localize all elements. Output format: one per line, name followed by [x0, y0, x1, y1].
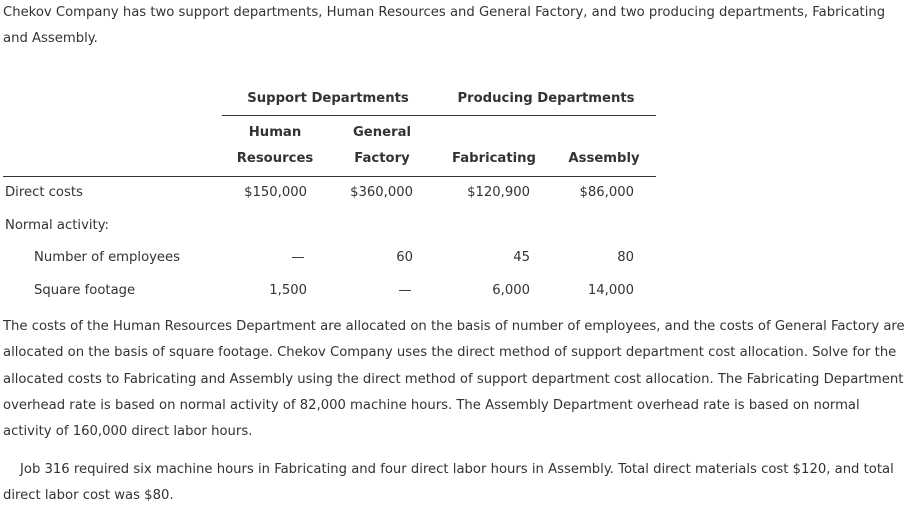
row-label-employees: Number of employees — [34, 250, 181, 265]
cell-hr-square-footage: 1,500 — [269, 283, 307, 298]
intro-text: Chekov Company has two support departments, Human Resources and General Factory, and two producing departments, Fabricating and Assembly. — [3, 5, 886, 47]
cell-gf-square-footage: — — [398, 283, 412, 298]
col-hr-line2: Resources — [236, 151, 314, 166]
cell-fab-employees: 45 — [513, 250, 530, 265]
column-header-divider — [3, 176, 656, 177]
cell-asm-direct-costs: $86,000 — [579, 185, 634, 200]
cell-gf-employees: 60 — [396, 250, 413, 265]
col-assembly: Assembly — [568, 151, 640, 166]
row-label-square-footage: Square footage — [34, 283, 136, 298]
col-gf-line1: General — [352, 125, 412, 140]
col-gf-line2: Factory — [354, 151, 410, 166]
header-divider — [222, 115, 656, 116]
cell-gf-direct-costs: $360,000 — [350, 185, 413, 200]
row-label-normal-activity: Normal activity: — [5, 218, 109, 233]
cell-asm-square-footage: 14,000 — [587, 283, 634, 298]
allocation-instructions-text: The costs of the Human Resources Department are allocated on the basis of number of employees, and the costs of General Factory are allocated on the basis of square footage. Chekov Company uses the direct method of support department cost allocation. Solve for the allocated costs to Fabricating and Assembly using the direct method of support department cost allocation. The Fabricating Department overhead rate is based on normal activity of 82,000 machine hours. The Assembly Department overhead rate is based on normal activity of 160,000 direct labor hours. — [3, 319, 905, 440]
job-316-text: Job 316 required six machine hours in Fabricating and four direct labor hours in Assembly. Total direct materials cost $120, and total direct labor cost was $80. — [3, 462, 894, 504]
col-fabricating: Fabricating — [452, 151, 536, 166]
cell-asm-employees: 80 — [617, 250, 634, 265]
cell-fab-square-footage: 6,000 — [492, 283, 530, 298]
cell-hr-direct-costs: $150,000 — [244, 185, 307, 200]
col-hr-line1: Human — [248, 125, 302, 140]
support-departments-header: Support Departments — [247, 91, 409, 106]
producing-departments-header: Producing Departments — [457, 91, 635, 106]
cell-hr-employees: — — [291, 250, 305, 265]
cell-fab-direct-costs: $120,900 — [467, 185, 530, 200]
row-label-direct-costs: Direct costs — [5, 185, 83, 200]
